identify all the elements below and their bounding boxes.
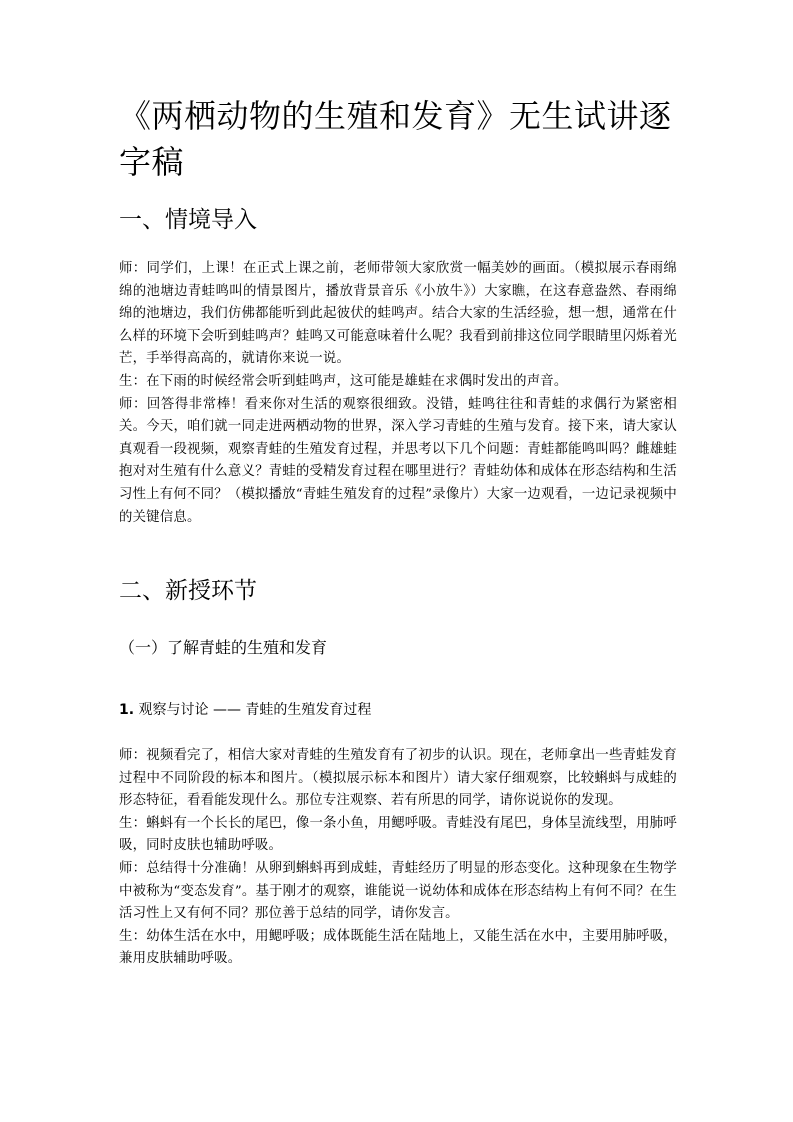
item-title: 观察与讨论 —— 青蛙的生殖发育过程 [138, 702, 372, 718]
paragraph-student-observe: 生：蝌蚪有一个长长的尾巴，像一条小鱼，用鳃呼吸。青蛙没有尾巴，身体呈流线型，用肺呼吸，同时皮肤也辅助呼吸。 [119, 815, 677, 854]
paragraph-teacher-observe: 师：视频看完了，相信大家对青蛙的生殖发育有了初步的认识。现在，老师拿出一些青蛙发育过程中不同阶段的标本和图片。（模拟展示标本和图片）请大家仔细观察，比较蝌蚪与成蛙的形态特征，看看能发现什么。那位专注观察、若有所思的同学，请你说说你的发现。 [119, 748, 677, 809]
section-heading-new-lesson: 二、新授环节 [119, 578, 257, 604]
paragraph-teacher-metamorphosis: 师：总结得十分准确！从卵到蝌蚪再到成蛙，青蛙经历了明显的形态变化。这种现象在生物学中被称为“变态发育”。基于刚才的观察，谁能说一说幼体和成体在形态结构上有何不同？在生活习性上又有何不同？那位善于总结的同学，请你发言。 [119, 860, 677, 922]
item-heading [119, 700, 371, 720]
paragraph-teacher-video: 师：回答得非常棒！看来你对生活的观察很细致。没错，蛙鸣往往和青蛙的求偶行为紧密相关。今天，咱们就一同走进两栖动物的世界，深入学习青蛙的生殖与发育。接下来，请大家认真观看一段视频，观察青蛙的生殖发育过程，并思考以下几个问题：青蛙都能鸣叫吗？雌雄蛙抱对对生殖有什么意义？青蛙的受精发育过程在哪里进行？青蛙幼体和成体在形态结构和生活习性上有何不同？（模拟播放“青蛙生殖发育的过程”录像片）大家一边观看，一边记录视频中的关键信息。 [119, 396, 677, 525]
document-title: 《两栖动物的生殖和发育》无生试讲逐字稿 [119, 97, 672, 181]
paragraph-student-answer: 生：在下雨的时候经常会听到蛙鸣声，这可能是雄蛙在求偶时发出的声音。 [119, 373, 568, 389]
paragraph-teacher-intro: 师：同学们，上课！在正式上课之前，老师带领大家欣赏一幅美妙的画面。（模拟展示春雨绵绵的池塘边青蛙鸣叫的情景图片，播放背景音乐《小放牛》）大家瞧，在这春意盎然、春雨绵绵的池塘边，我们仿佛都能听到此起彼伏的蛙鸣声。结合大家的生活经验，想一想，通常在什么样的环境下会听到蛙鸣声？蛙鸣又可能意味着什么呢？我看到前排这位同学眼睛里闪烁着光芒，手举得高高的，就请你来说一说。 [119, 261, 677, 367]
subsection-heading: （一）了解青蛙的生殖和发育 [119, 638, 328, 657]
section-heading-intro: 一、情境导入 [119, 207, 257, 233]
item-number: 1. [119, 702, 135, 718]
section-new-lesson-body [119, 745, 677, 971]
paragraph-student-summary: 生：幼体生活在水中，用鳃呼吸；成体既能生活在陆地上，又能生活在水中，主要用肺呼吸，兼用皮肤辅助呼吸。 [119, 928, 677, 967]
section-intro-body [119, 258, 677, 529]
